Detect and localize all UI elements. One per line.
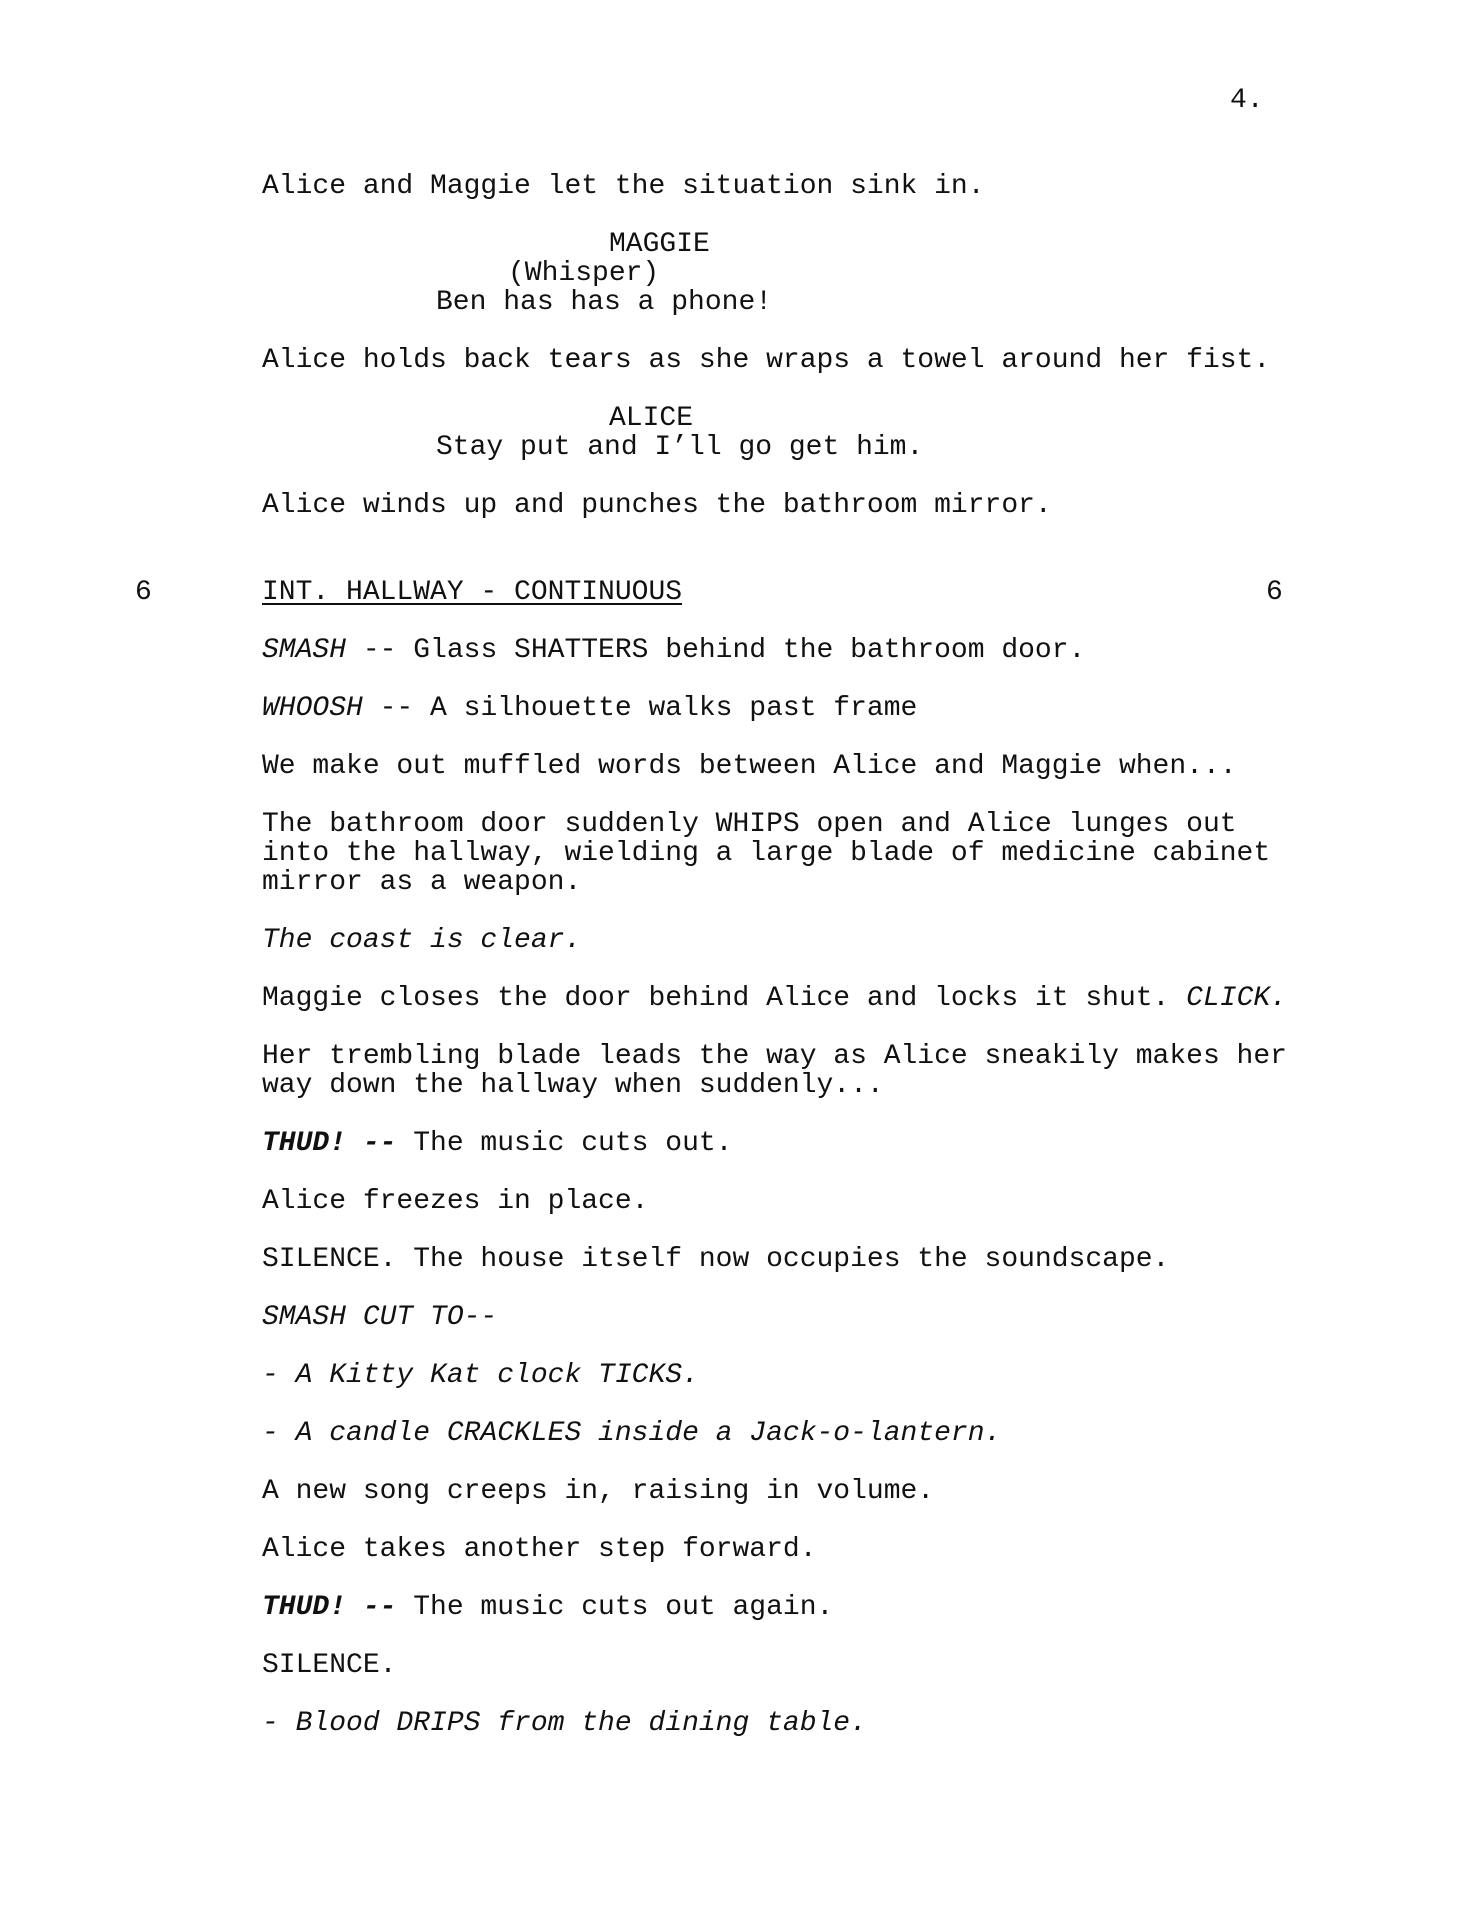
action-line [262, 1709, 867, 1739]
action-line: into the hallway, wielding a large blade of medicine cabinet [262, 838, 1271, 869]
transition [262, 1303, 497, 1333]
italic-text: SMASH CUT TO-- [262, 1302, 498, 1333]
italic-text: - A Kitty Kat clock TICKS. [262, 1360, 699, 1391]
italic-text: - Blood DRIPS from the dining table. [262, 1708, 867, 1739]
action-line [262, 1361, 699, 1391]
sound-effect: WHOOSH [262, 693, 363, 724]
parenthetical: (Whisper) [508, 258, 660, 289]
action-line: Alice winds up and punches the bathroom mirror. [262, 490, 1052, 521]
sound-effect: SMASH [262, 635, 347, 666]
italic-text: The coast is clear. [262, 925, 582, 956]
action-line: Alice holds back tears as she wraps a towel around her fist. [262, 345, 1271, 376]
sound-effect: THUD! -- [262, 1128, 397, 1159]
action-line [262, 1129, 732, 1159]
sound-effect: CLICK. [1186, 983, 1287, 1014]
italic-text: - A candle CRACKLES inside a Jack-o-lantern. [262, 1418, 1002, 1449]
action-text: The music cuts out. [396, 1128, 733, 1159]
action-text: The music cuts out again. [396, 1592, 834, 1623]
action-line [262, 1593, 833, 1623]
scene-number-right: 6 [1266, 577, 1283, 608]
action-text: -- Glass SHATTERS behind the bathroom door. [346, 635, 1086, 666]
action-line: Alice freezes in place. [262, 1186, 649, 1217]
action-line: The bathroom door suddenly WHIPS open and Alice lunges out [262, 809, 1237, 840]
dialogue-line: Stay put and I’ll go get him. [436, 432, 924, 463]
action-line: SILENCE. The house itself now occupies the soundscape. [262, 1244, 1170, 1275]
action-text: -- A silhouette walks past frame [362, 693, 918, 724]
action-line [262, 636, 1085, 666]
action-line [262, 926, 581, 956]
action-line: mirror as a weapon. [262, 867, 582, 898]
sound-effect: THUD! -- [262, 1592, 397, 1623]
action-line: We make out muffled words between Alice and Maggie when... [262, 751, 1237, 782]
character-name: ALICE [609, 403, 694, 434]
action-line [262, 984, 1287, 1014]
scene-heading: INT. HALLWAY - CONTINUOUS [262, 577, 683, 608]
page-number: 4. [1230, 85, 1264, 116]
action-line [262, 694, 917, 724]
action-line: Alice and Maggie let the situation sink in. [262, 171, 985, 202]
action-text: Maggie closes the door behind Alice and locks it shut. [262, 983, 1187, 1014]
action-line: Her trembling blade leads the way as Alice sneakily makes her [262, 1041, 1287, 1072]
action-line [262, 1419, 1001, 1449]
character-name: MAGGIE [609, 229, 710, 260]
dialogue-line: Ben has has a phone! [436, 287, 773, 318]
action-line: way down the hallway when suddenly... [262, 1070, 884, 1101]
action-line: A new song creeps in, raising in volume. [262, 1476, 935, 1507]
scene-number-left: 6 [135, 577, 152, 608]
action-line: Alice takes another step forward. [262, 1534, 817, 1565]
action-line: SILENCE. [262, 1650, 397, 1681]
